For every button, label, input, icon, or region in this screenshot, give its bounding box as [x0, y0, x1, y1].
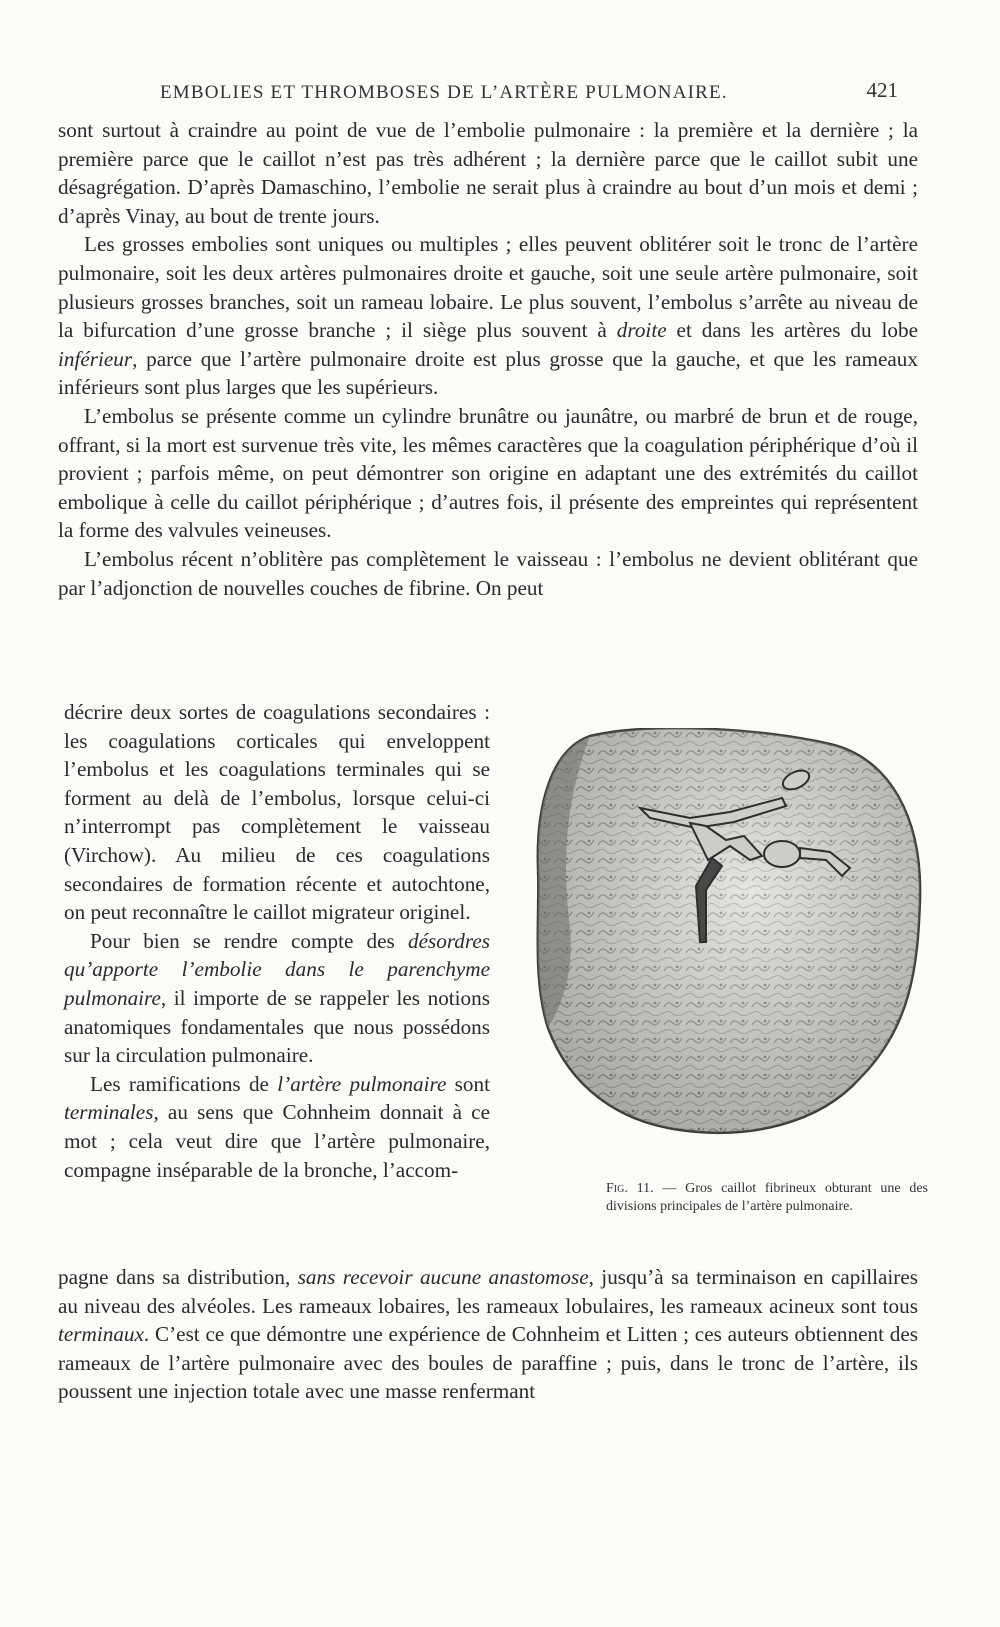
paragraph-4-continued: décrire deux sortes de coagulations secondaires : les coagulations corticales qui enveloppent l’embolus et les coagulations terminales qui se forment au delà de l’embolus, lorsque celui-ci n’interrompt pas complètement le vaisseau (Virchow). Au milieu de ces coagulations secondaires de formation récente et autochtone, on peut reconnaître le caillot migrateur originel. [64, 700, 490, 925]
emphasis-terminales: terminales [64, 1100, 154, 1125]
emphasis-inferieur: inférieur [58, 346, 133, 371]
paragraph-3: L’embolus se présente comme un cylindre brunâtre ou jaunâtre, ou marbré de brun et de rouge, offrant, si la mort est survenue très vite, les mêmes caractères que la coagulation périphérique d’où il provient ; parfois même, on peut démontrer son origine en adaptant une des extrémités du caillot embolique à celle du caillot périphérique ; d’autres fois, il présente des empreintes qui représentent la forme des valvules veineuses. [58, 403, 918, 543]
paragraph-6-continued: pagne dans sa distribution, sans recevoir aucune anastomose, jusqu’à sa terminaison en capillaires au niveau des alvéoles. Les rameaux lobaires, les rameaux lobulaires, les rameaux acineux sont tous terminaux. C’est ce que démontre une expérience de Cohnheim et Litten ; ces auteurs obtiennent des rameaux de l’artère pulmonaire avec des boules de paraffine ; puis, dans le tronc de l’artère, ils poussent une injection totale avec une masse renfermant [58, 1265, 919, 1404]
running-title: EMBOLIES ET THROMBOSES DE L’ARTÈRE PULMONAIRE. [160, 82, 728, 103]
figure-caption: Fig. 11. — Gros caillot fibrineux obturant une des divisions principales de l’artère pulmonaire. [606, 1181, 928, 1214]
paragraph-1: sont surtout à craindre au point de vue de l’embolie pulmonaire : la première et la dernière ; la première parce que le caillot n’est pas très adhérent ; la dernière parce que le caillot subit une désagrégation. D’après Damaschino, l’embolie ne serait plus à craindre au bout d’un mois et demi ; d’après Vinay, au bout de trente jours. [58, 118, 918, 228]
emphasis-anastomose: sans recevoir aucune anastomose [297, 1265, 589, 1289]
emphasis-droite: droite [616, 318, 667, 343]
text-block-bottom [58, 1263, 918, 1406]
emphasis-artere: l’artère pulmonaire [277, 1071, 447, 1096]
paragraph-6: Les ramifications de l’artère pulmonaire sont terminales, au sens que Cohnheim donnait à ce mot ; cela veut dire que l’artère pulmonaire, compagne inséparable de la bronche, l’accom- [64, 1071, 491, 1182]
figure-label: Fig. 11. [606, 1181, 654, 1196]
emphasis-terminaux: terminaux [58, 1322, 144, 1347]
paragraph-4: L’embolus récent n’oblitère pas complètement le vaisseau : l’embolus ne devient oblitérant que par l’adjonction de nouvelles couches de fibrine. On peut [58, 546, 918, 600]
text-block-beside-figure [64, 698, 490, 1184]
page-number: 421 [866, 78, 898, 102]
figure-illustration [530, 728, 928, 1140]
paragraph-2: Les grosses embolies sont uniques ou multiples ; elles peuvent oblitérer soit le tronc de l’artère pulmonaire, soit les deux artères pulmonaires droite et gauche, soit une seule artère pulmonaire, soit plusieurs grosses branches, soit un rameau lobaire. Le plus souvent, l’embolus s’arrête au niveau de la bifurcation d’une grosse branche ; il siège plus souvent à droite et dans les artères du lobe inférieur, parce que l’artère pulmonaire droite est plus grosse que la gauche, et que les rameaux inférieurs sont plus larges que les supérieurs. [58, 232, 918, 400]
lung-section-engraving [530, 728, 928, 1140]
emphasis-desordres: désordres qu’apporte l’embolie dans le parenchyme pulmonaire [64, 928, 490, 1010]
paragraph-5: Pour bien se rendre compte des désordres qu’apporte l’embolie dans le parenchyme pulmonaire, il importe de se rappeler les notions anatomiques fondamentales que nous possédons sur la circulation pulmonaire. [64, 928, 490, 1068]
text-block-top [58, 116, 918, 602]
